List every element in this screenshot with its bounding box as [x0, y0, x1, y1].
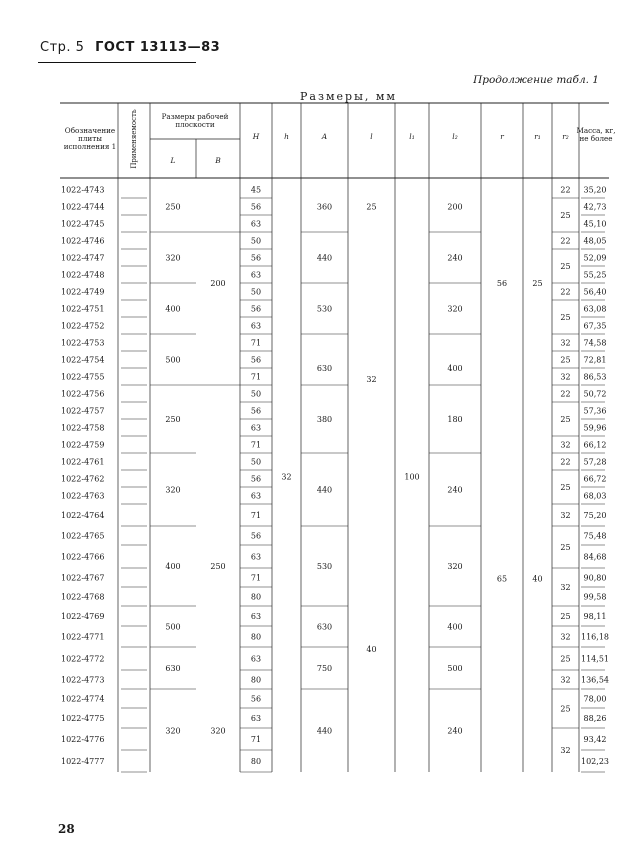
cell-r2: 25	[560, 415, 571, 424]
cell-H: 50	[250, 236, 262, 246]
cell-L: 400	[165, 562, 181, 571]
cell-designation: 1022-4748	[61, 270, 105, 280]
cell-mass: 68,03	[583, 491, 607, 501]
page-header	[40, 40, 226, 55]
cell-designation: 1022-4746	[61, 236, 105, 246]
cell-designation: 1022-4777	[61, 757, 105, 766]
cell-A: 440	[316, 485, 333, 495]
cell-A: 530	[316, 562, 333, 571]
cell-r2: 25	[560, 211, 571, 220]
cell-H: 50	[250, 457, 262, 467]
cell-r2: 25	[560, 612, 571, 621]
cell-B: 250	[210, 562, 226, 571]
cell-H: 56	[250, 531, 262, 541]
cell-r: 65	[496, 574, 508, 584]
cell-r2: 25	[560, 313, 571, 322]
cell-designation: 1022-4752	[61, 321, 105, 331]
cell-mass: 59,96	[583, 423, 607, 433]
cell-designation: 1022-4775	[61, 714, 105, 723]
cell-H: 71	[250, 511, 262, 520]
cell-r2: 32	[560, 338, 571, 348]
cell-H: 80	[250, 592, 262, 602]
cell-designation: 1022-4767	[61, 573, 105, 583]
cell-r2: 22	[560, 389, 571, 399]
cell-designation: 1022-4761	[61, 457, 105, 467]
cell-mass: 102,23	[581, 757, 609, 766]
cell-r2: 32	[560, 583, 571, 592]
cell-mass: 57,28	[583, 457, 607, 467]
cell-l2: 400	[447, 364, 463, 373]
cell-r2: 22	[560, 185, 571, 195]
cell-H: 50	[250, 389, 262, 399]
cell-r2: 25	[560, 262, 571, 271]
cell-H: 63	[250, 491, 262, 501]
cell-designation: 1022-4774	[61, 694, 105, 704]
cell-H: 56	[250, 474, 262, 484]
cell-H: 71	[250, 440, 262, 450]
cell-mass: 66,12	[583, 440, 607, 450]
cell-designation: 1022-4756	[61, 389, 105, 399]
cell-mass: 93,42	[583, 735, 607, 744]
cell-B: 200	[210, 279, 226, 288]
cell-mass: 75,48	[583, 531, 607, 541]
dimensions-table	[60, 103, 616, 820]
header-applicability: Применяемость	[130, 109, 138, 169]
cell-A: 530	[316, 304, 333, 314]
cell-H: 71	[250, 338, 262, 348]
cell-designation: 1022-4745	[61, 219, 105, 229]
cell-H: 63	[250, 654, 262, 664]
header-B: B	[215, 156, 221, 165]
cell-H: 71	[250, 372, 262, 382]
cell-mass: 98,11	[583, 612, 607, 621]
cell-r2: 32	[560, 372, 571, 382]
cell-mass: 45,10	[583, 219, 607, 229]
cell-designation: 1022-4754	[61, 355, 105, 365]
cell-l2: 320	[447, 304, 463, 314]
cell-L: 630	[165, 664, 181, 673]
cell-H: 71	[250, 735, 262, 744]
cell-H: 45	[250, 185, 262, 195]
cell-r2: 25	[560, 654, 571, 664]
cell-r2: 25	[560, 355, 571, 365]
cell-mass: 57,36	[583, 406, 607, 416]
cell-l2: 240	[447, 726, 463, 736]
header-r1: r₁	[534, 132, 541, 141]
cell-H: 63	[250, 219, 262, 229]
cell-H: 56	[250, 304, 262, 314]
cell-mass: 48,05	[583, 236, 607, 246]
dimensions-caption: Размеры, мм	[300, 90, 397, 103]
cell-H: 63	[250, 552, 262, 562]
cell-designation: 1022-4769	[61, 612, 105, 621]
cell-l2: 180	[447, 415, 463, 424]
cell-designation: 1022-4757	[61, 406, 105, 416]
header-l2: l₂	[452, 132, 458, 141]
cell-l: 25	[366, 202, 377, 212]
header-mass: Масса, кг, не более	[576, 126, 616, 143]
table-header	[64, 109, 616, 169]
cell-r1: 25	[532, 279, 543, 288]
cell-H: 63	[250, 423, 262, 433]
cell-mass: 74,58	[583, 338, 607, 348]
cell-mass: 116,18	[581, 632, 609, 642]
cell-H: 50	[250, 287, 262, 297]
cell-designation: 1022-4751	[61, 304, 105, 314]
cell-mass: 42,73	[583, 202, 607, 212]
header-l: l	[370, 132, 373, 141]
cell-designation: 1022-4744	[61, 202, 105, 212]
cell-H: 80	[250, 632, 262, 642]
cell-H: 63	[250, 270, 262, 280]
cell-A: 380	[316, 415, 333, 424]
cell-l: 40	[366, 645, 377, 654]
cell-H: 80	[250, 675, 262, 685]
cell-mass: 52,09	[583, 253, 607, 263]
cell-mass: 50,72	[583, 389, 607, 399]
cell-A: 440	[316, 253, 333, 263]
cell-mass: 136,54	[581, 675, 609, 685]
cell-L: 320	[165, 726, 181, 736]
cell-l2: 200	[447, 202, 463, 212]
cell-r2: 22	[560, 457, 571, 467]
cell-designation: 1022-4755	[61, 372, 105, 382]
cell-mass: 75,20	[583, 511, 607, 520]
cell-mass: 66,72	[583, 474, 607, 484]
cell-designation: 1022-4766	[61, 552, 105, 562]
header-r2: r₂	[562, 132, 569, 141]
cell-designation: 1022-4764	[61, 511, 105, 520]
cell-r2: 22	[560, 236, 571, 246]
cell-mass: 63,08	[583, 304, 607, 314]
cell-H: 63	[250, 714, 262, 723]
header-rule	[38, 62, 196, 63]
cell-mass: 78,00	[583, 694, 607, 704]
header-A: A	[321, 132, 328, 141]
cell-designation: 1022-4763	[61, 491, 105, 501]
cell-mass: 56,40	[583, 287, 607, 297]
cell-l2: 240	[447, 485, 463, 495]
cell-designation: 1022-4765	[61, 531, 105, 541]
cell-mass: 67,35	[583, 321, 607, 331]
cell-A: 630	[316, 622, 333, 632]
cell-A: 750	[316, 664, 333, 673]
cell-r2: 32	[560, 746, 571, 755]
cell-H: 56	[250, 406, 262, 416]
cell-r2: 22	[560, 287, 571, 297]
cell-B: 320	[210, 726, 226, 736]
page-label: Стр. 5	[40, 40, 85, 55]
cell-designation: 1022-4753	[61, 338, 105, 348]
cell-L: 250	[165, 202, 181, 212]
cell-designation: 1022-4762	[61, 474, 105, 484]
cell-mass: 72,81	[583, 355, 607, 365]
cell-A: 440	[316, 726, 333, 736]
table-continuation-label: Продолжение табл. 1	[473, 74, 599, 86]
cell-H: 56	[250, 694, 262, 704]
cell-H: 56	[250, 355, 262, 365]
cell-designation: 1022-4776	[61, 735, 105, 744]
cell-r2: 25	[560, 483, 571, 492]
cell-designation: 1022-4749	[61, 287, 105, 297]
page-number: 28	[58, 822, 75, 836]
cell-r2: 25	[560, 543, 571, 552]
cell-mass: 114,51	[581, 654, 609, 664]
cell-H: 71	[250, 573, 262, 583]
cell-l2: 320	[447, 562, 463, 571]
cell-A: 360	[316, 202, 333, 212]
cell-mass: 35,20	[583, 185, 607, 195]
header-H: H	[252, 132, 260, 141]
header-h: h	[284, 132, 289, 141]
cell-L: 400	[165, 304, 181, 314]
cell-r2: 32	[560, 511, 571, 520]
cell-mass: 90,80	[583, 573, 607, 583]
cell-A: 630	[316, 364, 333, 373]
cell-L: 500	[165, 622, 181, 632]
cell-r2: 32	[560, 632, 571, 642]
cell-l: 32	[366, 375, 377, 384]
cell-r: 56	[496, 279, 508, 288]
cell-mass: 84,68	[583, 552, 607, 562]
cell-r1: 40	[532, 574, 543, 584]
cell-r2: 32	[560, 440, 571, 450]
cell-designation: 1022-4771	[61, 632, 105, 642]
cell-designation: 1022-4759	[61, 440, 105, 450]
cell-H: 56	[250, 202, 262, 212]
cell-designation: 1022-4772	[61, 654, 105, 664]
header-work-surface: Размеры рабочей плоскости	[161, 112, 229, 129]
table-grid	[60, 103, 609, 772]
cell-mass: 88,26	[583, 714, 607, 723]
cell-H: 56	[250, 253, 262, 263]
header-L: L	[170, 156, 176, 165]
header-r: r	[500, 132, 504, 141]
standard-code: ГОСТ 13113—83	[95, 40, 221, 55]
cell-h: 32	[281, 472, 292, 482]
cell-l2: 400	[447, 622, 463, 632]
cell-L: 250	[165, 415, 181, 424]
cell-mass: 99,58	[583, 592, 607, 602]
cell-H: 63	[250, 321, 262, 331]
cell-designation: 1022-4768	[61, 592, 105, 602]
cell-L: 320	[165, 485, 181, 495]
cell-l2: 240	[447, 253, 463, 263]
cell-l1: 100	[404, 472, 420, 482]
header-l1: l₁	[409, 132, 415, 141]
cell-L: 320	[165, 253, 181, 263]
cell-mass: 86,53	[583, 372, 607, 382]
cell-L: 500	[165, 355, 181, 365]
cell-H: 80	[250, 757, 262, 766]
table-body	[61, 186, 609, 767]
cell-r2: 32	[560, 675, 571, 685]
cell-designation: 1022-4747	[61, 253, 105, 263]
cell-designation: 1022-4743	[61, 185, 105, 195]
header-designation: Обозначение плиты исполнения 1	[63, 126, 117, 151]
cell-r2: 25	[560, 704, 571, 714]
cell-l2: 500	[447, 664, 463, 673]
cell-H: 63	[250, 612, 262, 621]
cell-mass: 55,25	[583, 270, 607, 280]
cell-designation: 1022-4773	[61, 675, 105, 685]
cell-designation: 1022-4758	[61, 423, 105, 433]
